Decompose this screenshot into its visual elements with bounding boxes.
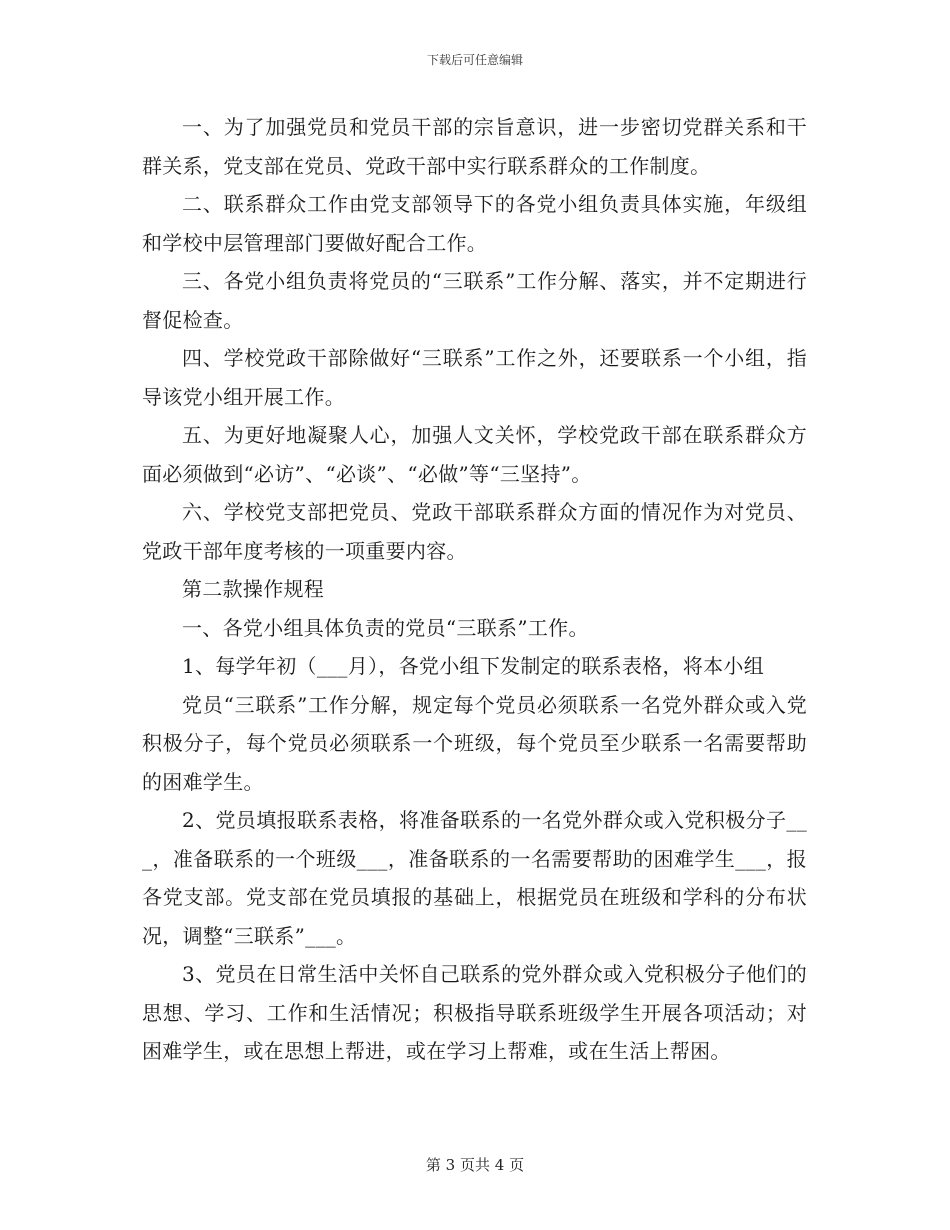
paragraph-3: 三、各党小组负责将党员的“三联系”工作分解、落实，并不定期进行督促检查。 <box>142 269 807 332</box>
section-heading: 第二款操作规程 <box>182 577 325 601</box>
paragraph-5: 五、为更好地凝聚人心，加强人文关怀，学校党政干部在联系群众方面必须做到“必访”、“必谈”、“必做”等“三坚持”。 <box>142 423 807 486</box>
paragraph-9: 党员“三联系”工作分解，规定每个党员必须联系一名党外群众或入党积极分子，每个党员必须联系一个班级，每个党员至少联系一名需要帮助的困难学生。 <box>142 692 807 794</box>
paragraph-1: 一、为了加强党员和党员干部的宗旨意识，进一步密切党群关系和干群关系，党支部在党员、党政干部中实行联系群众的工作制度。 <box>142 115 807 178</box>
page-header: 下载后可任意编辑 <box>426 53 523 67</box>
document-body <box>142 108 807 1071</box>
paragraph-8: 1、每学年初（___月），各党小组下发制定的联系表格，将本小组 <box>182 654 765 678</box>
paragraph-6: 六、学校党支部把党员、党政干部联系群众方面的情况作为对党员、党政干部年度考核的一项重要内容。 <box>142 500 807 563</box>
paragraph-10: 2、党员填报联系表格，将准备联系的一名党外群众或入党积极分子___，准备联系的一个班级___，准备联系的一名需要帮助的困难学生___，报各党支部。党支部在党员填报的基础上，根据党员在班级和学科的分布状况，调整“三联系”___。 <box>142 808 807 948</box>
page-number: 第 3 页共 4 页 <box>425 1156 525 1174</box>
paragraph-4: 四、学校党政干部除做好“三联系”工作之外，还要联系一个小组，指导该党小组开展工作。 <box>142 346 807 409</box>
paragraph-7: 一、各党小组具体负责的党员“三联系”工作。 <box>182 615 589 640</box>
paragraph-2: 二、联系群众工作由党支部领导下的各党小组负责具体实施，年级组和学校中层管理部门要做好配合工作。 <box>142 192 807 255</box>
paragraph-11: 3、党员在日常生活中关怀自己联系的党外群众或入党积极分子他们的思想、学习、工作和生活情况；积极指导联系班级学生开展各项活动；对困难学生，或在思想上帮进，或在学习上帮难，或在生活上帮困。 <box>142 962 807 1063</box>
